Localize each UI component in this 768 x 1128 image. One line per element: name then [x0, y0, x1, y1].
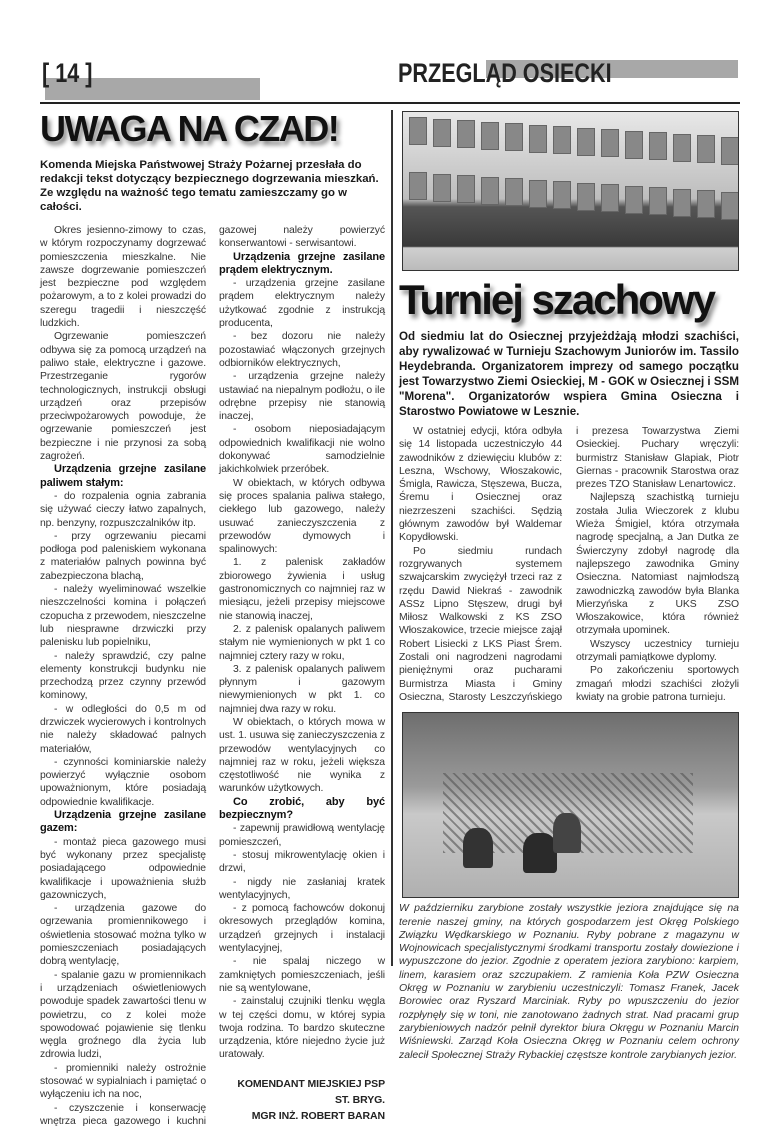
building-window: [457, 120, 475, 148]
paragraph: Okres jesienno-zimowy to czas, w którym rozpoczynamy dogrzewać pomieszczenia mieszkalne. Nie zawsze dogrzewanie pomieszczeń jest bezpieczne pod względem pożarowym, a to z kolei prowadzi do szeregu tragedii i nieszczęść ludzkich.: [40, 225, 206, 330]
building-window: [649, 132, 667, 160]
paragraph: - zapewnij prawidłową wentylację pomieszczeń,: [219, 823, 385, 848]
building-window: [433, 174, 451, 202]
paragraph: - w odległości do 0,5 m od drzwiczek wycierowych i kontrolnych nie należy składować palnych materiałów,: [40, 703, 206, 755]
paragraph: Wszyscy uczestnicy turnieju otrzymali pamiątkowe dyplomy.: [576, 638, 739, 664]
person-figure: [463, 828, 493, 868]
section-heading: Urządzenia grzejne zasilane paliwem stałym:: [40, 463, 206, 489]
chess-article: [399, 275, 739, 1062]
building-window: [577, 128, 595, 156]
paragraph: - urządzenia grzejne należy ustawiać na niepalnym podłożu, o ile odrębne przepisy nie stanowią inaczej,: [219, 371, 385, 423]
fishing-photo: [402, 712, 739, 898]
paragraph: - czynności kominiarskie należy powierzyć wyłącznie osobom upoważnionym, które posiadają odpowiednie kwalifikacje.: [40, 756, 206, 808]
paragraph: 1. z palenisk zakładów zbiorowego żywienia i usług gastronomicznych co najmniej raz w miesiącu, jeżeli przepisy miejscowe nie stanowią inaczej,: [219, 557, 385, 622]
building-window: [601, 184, 619, 212]
article-title: UWAGA NA CZAD!: [40, 108, 339, 149]
paragraph: - promienniki należy ostrożnie stosować w sypialniach i pamiętać o wyłączeniu ich na noc,: [40, 1062, 206, 1101]
signature-line: ST. BRYG.: [334, 1093, 385, 1106]
page-number: [ 14 ]: [42, 58, 93, 88]
section-heading: Urządzenia grzejne zasilane gazem:: [40, 809, 206, 835]
fire-safety-article: [40, 106, 385, 1128]
paragraph: Po siedmiu rundach rozgrywanych systemem szwajcarskim zwyciężył trzeci raz z rzędu Dawid Niekraś - zawodnik ASSz Lipno Stęszew, drugi był Miłosz Walkowski z KS ZSO Włoszakowice, trzecie miejsce zajął Robert Lisiecki z LKS Piast Śrem. Zostali oni nagrodzeni nagrodami pieniężnymi oraz pucharami Burmistrza Miasta i Gminy Osieczna, Starosty Leszczyńskiego i prezesa Towarzystwa Ziemi Osieckiej. Puchary wręczyli: burmistrz Stanisław Glapiak, Piotr Giernas - pracownik Starostwa oraz prezes TZO Stanisław Lenartowicz.: [399, 426, 739, 703]
paragraph: - osobom nieposiadającym odpowiednich kwalifikacji nie wolno dokonywać samodzielnie jakichkolwiek przeróbek.: [219, 424, 385, 476]
building-window: [505, 178, 523, 206]
paragraph: - należy wyeliminować wszelkie nieszczelności komina i połączeń czopucha z przewodem, nieszczelne lub niesprawne drzwiczki przy palenisku lub popielniku,: [40, 584, 206, 649]
paragraph: - nie spalaj niczego w zamkniętych pomieszczeniach, jeśli nie są wentylowane,: [219, 956, 385, 994]
building-window: [529, 125, 547, 153]
column-divider: [391, 110, 393, 966]
paragraph: 2. z palenisk opalanych paliwem stałym nie wymienionych w pkt 1 co najmniej cztery razy w roku,: [219, 623, 385, 662]
paragraph: - stosuj mikrowentylację okien i drzwi,: [219, 849, 385, 875]
building-window: [481, 122, 499, 150]
building-window: [553, 126, 571, 154]
person-figure: [523, 833, 557, 873]
building-window: [553, 181, 571, 209]
building-window: [721, 137, 739, 165]
signature-line: KOMENDANT MIEJSKIEJ PSP: [237, 1077, 385, 1090]
chess-article-lead: Od siedmiu lat do Osiecznej przyjeżdżają młodzi szachiści, aby rywalizować w Turnieju Szachowym Juniorów im. Tassilo Heydebranda. Organizatorem imprezy od samego początku jest Towarzystwo Ziemi Osieckiej, M - GOK w Osiecznej i SSM "Morena". Organizatorów wspiera Gmina Osieczna i Starostwo Powiatowe w Lesznie.: [399, 330, 739, 418]
building-window: [673, 189, 691, 217]
paragraph: - urządzenia grzejne zasilane prądem elektrycznym należy użytkować zgodnie z instrukcją producenta,: [219, 278, 385, 330]
paragraph: - nigdy nie zasłaniaj kratek wentylacyjnych,: [219, 876, 385, 901]
building-window: [409, 172, 427, 200]
building-window: [409, 117, 427, 145]
paragraph: W ostatniej edycji, która odbyła się 14 listopada uczestniczyło 44 zawodników z dziewięciu klubów z: Leszna, Wschowy, Włoszakowic, Śmigla, Rawicza, Stęszewa, Bucza, Śremu i Osiecznej oraz niezrzeszeni szachiści. Sędzią głównym zawodów był Waldemar Kopydłowski.: [399, 426, 562, 544]
article-lead: Komenda Miejska Państwowej Straży Pożarnej przesłała do redakcji tekst dotyczący bezpiecznego dogrzewania mieszkań. Ze względu na ważność tego tematu zamieszczamy go w całości.: [40, 159, 379, 213]
paragraph: W obiektach, w których odbywa się proces spalania paliwa stałego, ciekłego lub gazowego, należy usuwać zanieczyszczenia z przewodów dymowych i spalinowych:: [219, 477, 385, 556]
signature: [219, 1076, 385, 1124]
paragraph: - do rozpalenia ognia zabrania się używać cieczy łatwo zapalnych, np. benzyny, rozpuszczalników itp.: [40, 490, 206, 529]
paragraph: - montaż pieca gazowego musi być wykonany przez specjalistę posiadającego odpowiednie kwalifikacje i upoważnienia służb gazowniczych,: [40, 836, 206, 901]
paragraph: Najlepszą szachistką turnieju została Julia Wieczorek z klubu Wieża Śmigiel, która otrzymała nagrodę specjalną, a Jan Dutka ze Świerczyny zdobył nagrodę dla najlepszego zawodnika Gminy Osieczna. Natomiast najmłodszą zawodniczką zawodów była Blanka Mierzyńska z UKS ZSO Włoszakowice, która również otrzymała upominek.: [576, 492, 739, 637]
building-window: [721, 192, 739, 220]
paragraph: Po zakończeniu sportowych zmagań młodzi szachiści złożyli kwiaty na grobie patrona turnieju.: [576, 665, 739, 703]
paragraph: - zainstaluj czujniki tlenku węgla w tej części domu, w której sypia twoja rodzina. To bardzo skuteczne urządzenia, które niejedno życie już uratowały.: [219, 996, 385, 1061]
paragraph: - z pomocą fachowców dokonuj okresowych przeglądów komina, urządzeń grzejnych i instalacji wentylacyjnej,: [219, 903, 385, 955]
building-window: [673, 134, 691, 162]
chess-article-body: [399, 425, 739, 704]
building-window: [697, 135, 715, 163]
building-window: [457, 175, 475, 203]
header-rule: [40, 102, 740, 104]
building-window: [625, 131, 643, 159]
fishing-photo-caption: W październiku zarybione zostały wszystkie jeziora znajdujące się na terenie naszej gminy, na których gospodarzem jest Okręg Polskiego Związku Wędkarskiego w Poznaniu. Ryby pobrane z magazynu w Wojnowicach specjalistycznymi środkami transportu zostały dowiezione i wypuszczone do jezior. Zgodnie z operatem jeziora zarybiono: karpiem, linem, karasiem oraz szczupakiem. Z ramienia Koła PZW Osieczna Okręg w Poznaniu w zarybieniu uczestniczyli: Tomasz Franek, Jacek Borowiec oraz Ryszard Marciniak. Ryby po wpuszczeniu do jezior rozpłynęły się w toni, nie zanotowano żadnych strat. Nad pracami grup zarybieniowych nadzór pełnił dyrektor biura Okręgu w Poznaniu Marcin Wiśniewski. Zarząd Koła Osieczna Okręg w Poznaniu celem ochrony zalecił Społecznej Straży Rybackiej częstsze kontrole zarybianych jezior.: [399, 902, 739, 1061]
paragraph: - bez dozoru nie należy pozostawiać włączonych grzejnych odbiorników elektrycznych,: [219, 331, 385, 369]
chess-article-title: Turniej szachowy: [399, 276, 714, 323]
paragraph: - czyszczenie i konserwację wnętrza pieca gazowego i kuchni gazowej należy powierzyć konserwantowi - serwisantowi.: [40, 225, 385, 1127]
paragraph: Ogrzewanie pomieszczeń odbywa się za pomocą urządzeń na paliwo stałe, elektryczne i gazowe. Przestrzeganie rygorów technologicznych, instrukcji obsługi urządzeń oraz przepisów przeciwpożarowych powoduje, że ogrzewanie pomieszczeń jest bezpieczne i nie przynosi za sobą zagrożeń.: [40, 331, 206, 463]
article-body: [40, 224, 385, 1128]
building-window: [625, 186, 643, 214]
section-heading: Co zrobić, aby być bezpiecznym?: [219, 795, 385, 822]
paragraph: 3. z palenisk opalanych paliwem płynnym i gazowym niewymienionych w pkt 1. co najmniej dwa razy w roku.: [219, 663, 385, 715]
building-window: [529, 180, 547, 208]
paragraph: - należy sprawdzić, czy palne elementy konstrukcji budynku nie przechodzą przez czynny przewód kominowy,: [40, 650, 206, 702]
building-window: [697, 190, 715, 218]
person-figure: [553, 813, 581, 853]
building-window: [577, 183, 595, 211]
building-window: [649, 187, 667, 215]
section-heading: Urządzenia grzejne zasilane prądem elektrycznym.: [219, 250, 385, 276]
building-window: [601, 129, 619, 157]
masthead: PRZEGLĄD OSIECKI: [398, 58, 612, 88]
paragraph: - spalanie gazu w promiennikach i urządzeniach oświetleniowych powoduje spadek zawartości tlenu w powietrzu, co z kolei może spowodować pojawienie się tlenku węgla groźnego dla życia lub zdrowia ludzi,: [40, 969, 206, 1061]
building-window: [481, 177, 499, 205]
signature-line: MGR INŻ. ROBERT BARAN: [251, 1109, 385, 1122]
building-window: [433, 119, 451, 147]
paragraph: - przy ogrzewaniu piecami podłoga pod paleniskiem wykonana z materiałów palnych powinna być zabezpieczona blachą,: [40, 530, 206, 582]
paragraph: W obiektach, o których mowa w ust. 1. usuwa się zanieczyszczenia z przewodów wentylacyjnych co najmniej raz w roku, jeżeli większa częstotliwość nie wynika z warunków użytkowych.: [219, 716, 385, 795]
group-photo: [402, 111, 739, 271]
building-window: [505, 123, 523, 151]
paragraph: - urządzenia gazowe do ogrzewania promiennikowego i oświetlenia stosować można tylko w pomieszczeniach posiadających dobrą wentylację,: [40, 903, 206, 968]
